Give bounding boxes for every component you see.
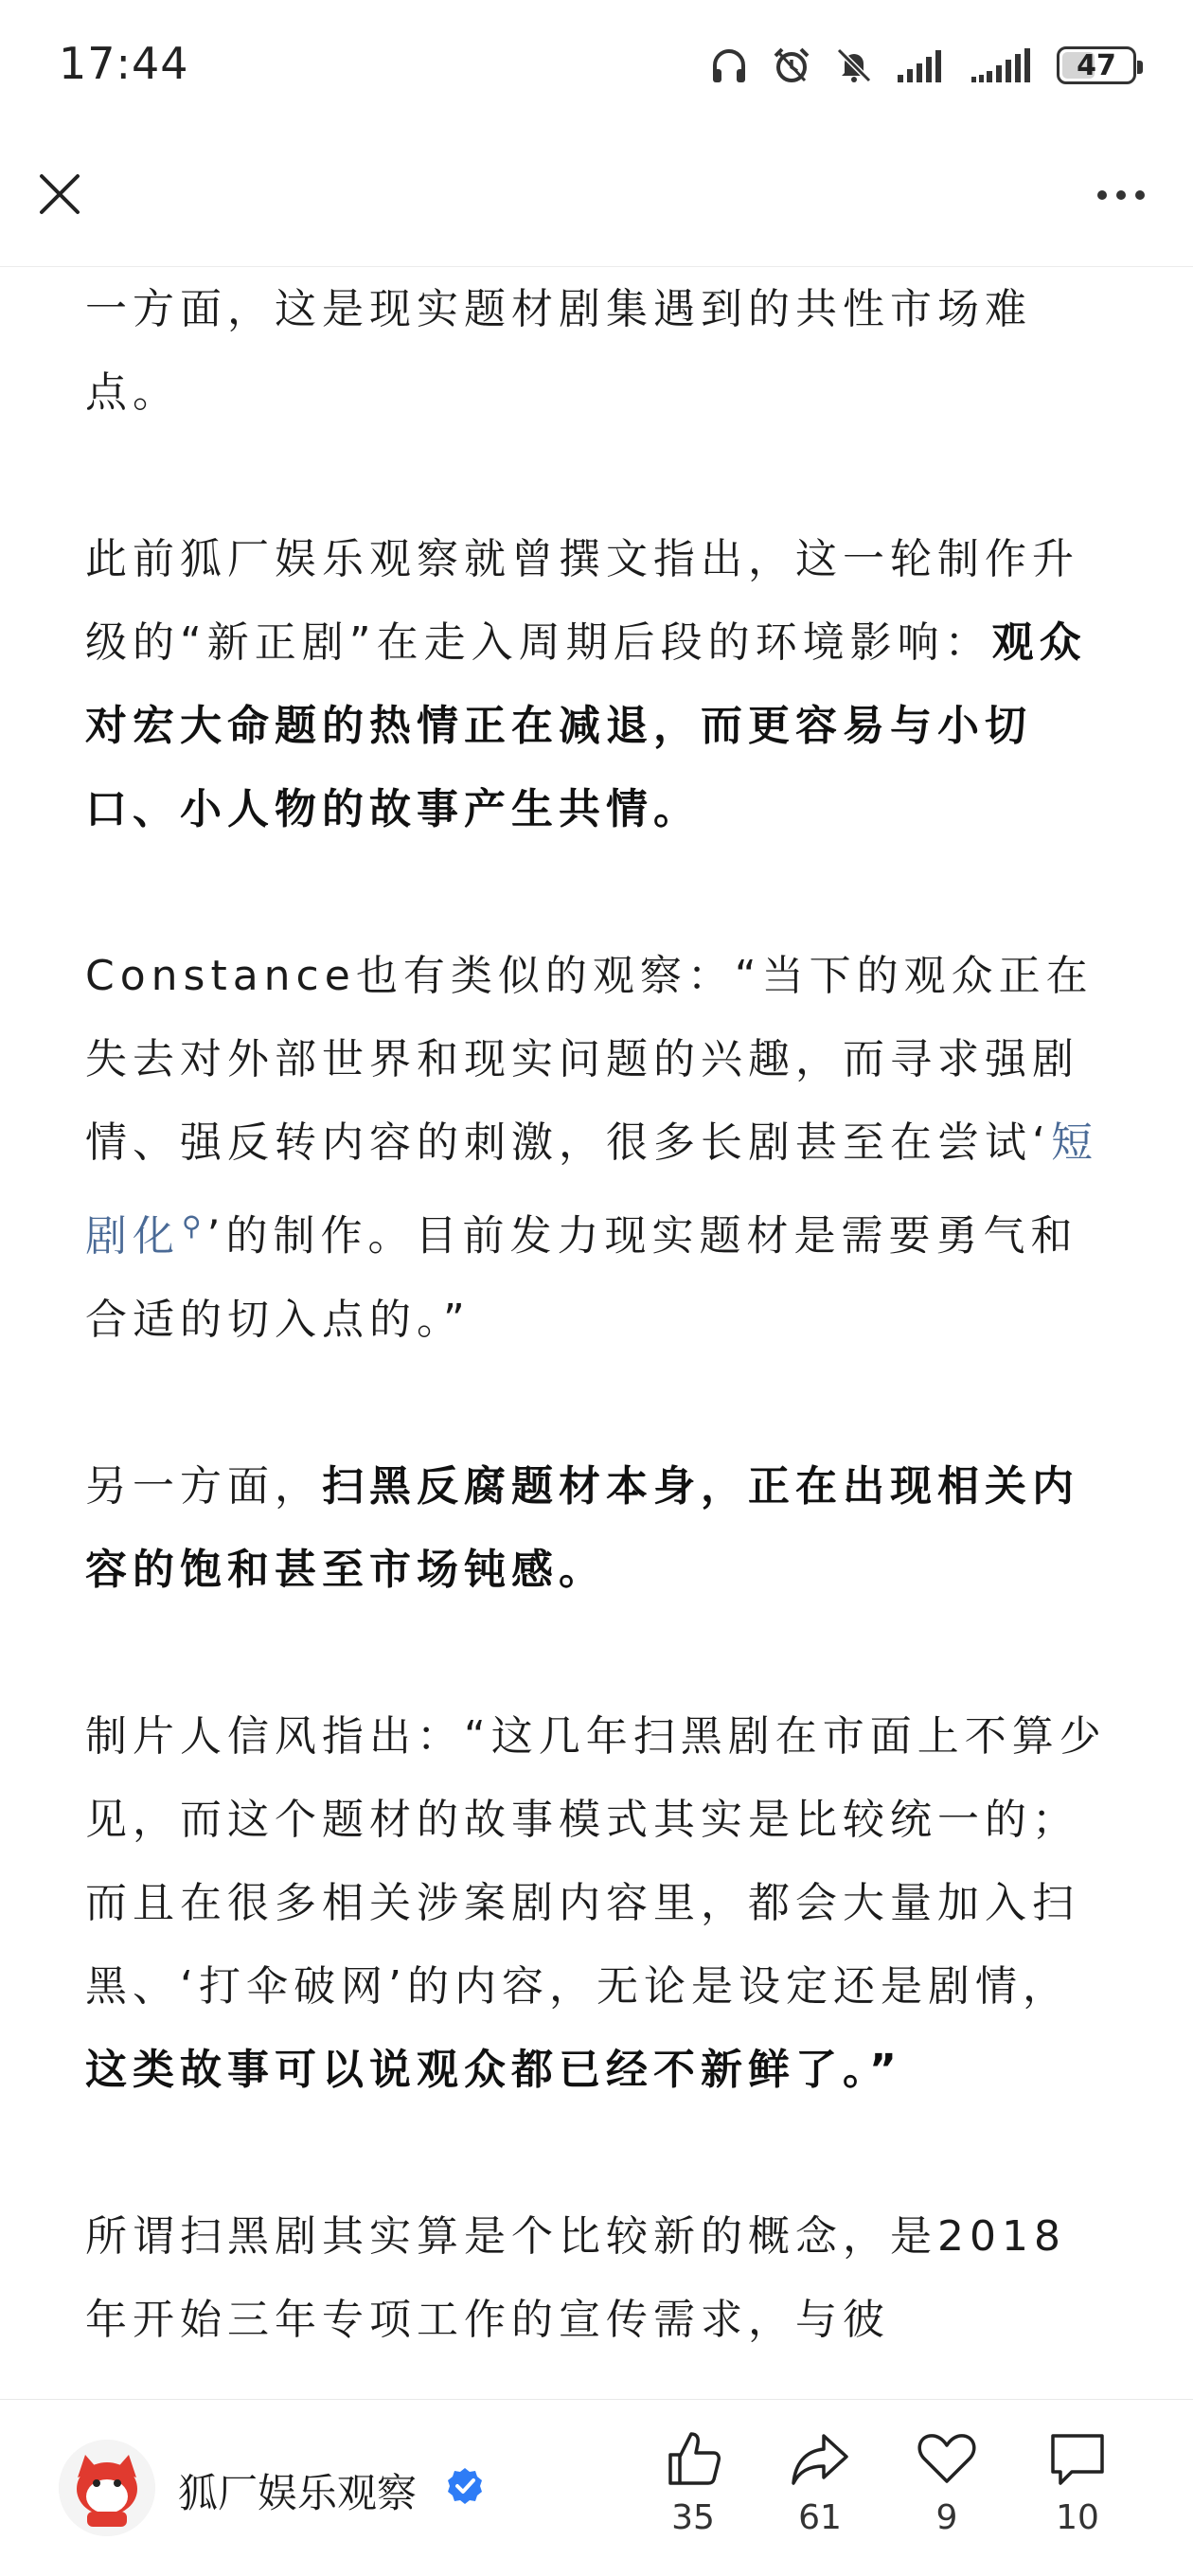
paragraph-text: 所谓扫黑剧其实算是个比较新的概念，是2018年开始三年专项工作的宣传需求，与彼 [85, 2211, 1066, 2344]
avatar[interactable] [59, 2440, 155, 2536]
battery-percent: 47 [1077, 48, 1116, 82]
paragraph-3 [85, 935, 1108, 1362]
paragraph-text: ’的制作。目前发力现实题材是需要勇气和合适的切入点的。” [85, 1211, 1078, 1344]
like-count: 35 [671, 2498, 715, 2537]
status-icons [708, 42, 1136, 89]
comment-button[interactable] [1025, 2428, 1130, 2537]
verified-icon [445, 2466, 485, 2506]
alarm-icon [771, 45, 812, 86]
status-bar [0, 0, 1193, 133]
paragraph-text: 制片人信风指出：“这几年扫黑剧在市面上不算少见，而这个题材的故事模式其实是比较统一的；而且在很多相关涉案剧内容里，都会大量加入扫黑、‘打伞破网’的内容，无论是设定还是剧情， [85, 1711, 1107, 2011]
paragraph-1 [85, 268, 1108, 435]
mute-icon [833, 45, 875, 86]
paragraph-bold-text: 观众对宏大命题的热情正在减退，而更容易与小切口、小人物的故事产生共情。 [85, 618, 1087, 833]
paragraph-5 [85, 1695, 1108, 2112]
status-time: 17:44 [59, 38, 189, 89]
more-button[interactable] [1083, 167, 1159, 224]
paragraph-2 [85, 518, 1108, 851]
paragraph-text: 另一方面， [85, 1461, 322, 1511]
comment-icon [1047, 2428, 1108, 2489]
paragraph-6 [85, 2195, 1108, 2362]
more-icon [1116, 190, 1126, 200]
heart-icon [917, 2428, 977, 2489]
battery-icon [1057, 46, 1136, 84]
thumbs-up-icon [663, 2428, 723, 2489]
top-nav [0, 133, 1193, 267]
signal-icon [970, 46, 1036, 84]
author-name[interactable]: 狐厂娱乐观察 [178, 2470, 418, 2516]
close-icon [36, 170, 83, 218]
bottom-bar [0, 2399, 1193, 2576]
paragraph-bold-text: 这类故事可以说观众都已经不新鲜了。” [85, 2045, 902, 2094]
paragraph-text: 此前狐厂娱乐观察就曾撰文指出，这一轮制作升级的“新正剧”在走入周期后段的环境影响： [85, 535, 1079, 667]
paragraph-bold-text: 扫黑反腐题材本身，正在出现相关内容的饱和甚至市场钝感。 [85, 1461, 1079, 1594]
more-icon [1097, 190, 1107, 200]
favorite-button[interactable] [895, 2428, 999, 2537]
favorite-count: 9 [935, 2498, 958, 2537]
close-button[interactable] [27, 161, 93, 227]
share-icon [790, 2428, 850, 2489]
signal-icon [896, 46, 949, 84]
article-body [0, 268, 1193, 2399]
keyword-link-text: 短剧化 [85, 1118, 1098, 1261]
comment-count: 10 [1056, 2498, 1099, 2537]
search-icon: ⚲ [182, 1210, 207, 1242]
more-icon [1135, 190, 1145, 200]
article-content [85, 268, 1108, 2399]
paragraph-text: 一方面，这是现实题材剧集遇到的共性市场难点。 [85, 285, 1032, 417]
paragraph-text: Constance也有类似的观察：“当下的观众正在失去对外部世界和现实问题的兴趣，而寻求强剧情、强反转内容的刺激，很多长剧甚至在尝试‘ [85, 952, 1094, 1167]
share-count: 61 [798, 2498, 842, 2537]
like-button[interactable] [641, 2428, 745, 2537]
paragraph-4 [85, 1445, 1108, 1612]
share-button[interactable] [768, 2428, 872, 2537]
headphones-icon [708, 45, 750, 86]
